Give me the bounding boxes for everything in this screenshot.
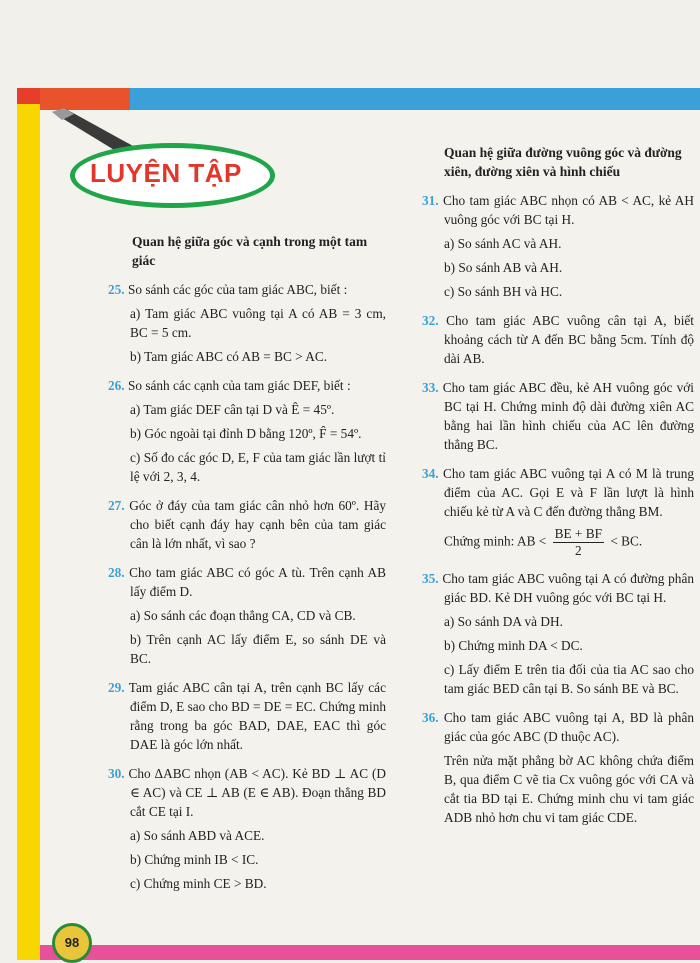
exercise-35 xyxy=(422,569,694,698)
exercise-part: c) Lấy điểm E trên tia đối của tia AC sao cho tam giác BED cân tại B. So sánh BE và BC. xyxy=(444,662,694,696)
page-title: LUYỆN TẬP xyxy=(90,158,242,188)
top-color-bar xyxy=(60,88,700,110)
exercise-number: 34. xyxy=(422,466,439,481)
exercise-34 xyxy=(422,464,694,559)
exercise-30 xyxy=(108,764,386,893)
exercise-number: 28. xyxy=(108,565,125,580)
exercise-part: b) So sánh AB và AH. xyxy=(444,260,563,275)
exercise-32 xyxy=(422,311,694,368)
exercise-text: Cho tam giác ABC vuông tại A có đường phân giác BD. Kẻ DH vuông góc với BC tại H. xyxy=(442,571,694,605)
exercise-27 xyxy=(108,496,386,553)
exercise-text: So sánh các góc của tam giác ABC, biết : xyxy=(127,282,348,297)
exercise-part: a) Tam giác DEF cân tại D và Ê = 45º. xyxy=(130,402,335,417)
exercise-text: Góc ở đáy của tam giác cân nhỏ hơn 60º. Hãy cho biết cạnh đáy hay cạnh bên của tam giác cân là lớn nhất, vì sao ? xyxy=(129,498,386,551)
fraction-numerator: BE + BF xyxy=(554,526,602,541)
exercise-part: b) Chứng minh DA < DC. xyxy=(444,638,583,653)
exercise-number: 35. xyxy=(422,571,439,586)
exercise-26 xyxy=(108,376,386,486)
section-heading: Quan hệ giữa góc và cạnh trong một tam giác xyxy=(132,234,368,268)
exercise-text: So sánh các cạnh của tam giác DEF, biết : xyxy=(127,378,351,393)
exercise-31 xyxy=(422,191,694,301)
exercise-part: a) So sánh AC và AH. xyxy=(444,236,562,251)
exercise-part: b) Góc ngoài tại đỉnh D bằng 120º, F̂ = 54º. xyxy=(130,426,362,441)
exercise-33 xyxy=(422,378,694,454)
exercise-number: 25. xyxy=(108,282,125,297)
exercise-part: a) So sánh ABD và ACE. xyxy=(130,828,265,843)
exercise-part: c) So sánh BH và HC. xyxy=(444,284,563,299)
exercise-part: c) Chứng minh CE > BD. xyxy=(130,876,267,891)
exercise-text: Cho tam giác ABC vuông tại A có M là trung điểm của AC. Gọi E và F lần lượt là hình chiếu kẻ từ A và C đến đường thẳng BM. xyxy=(442,466,695,519)
left-color-strip xyxy=(17,88,40,960)
exercise-part: b) Chứng minh IB < IC. xyxy=(130,852,259,867)
fraction-denominator: 2 xyxy=(574,543,582,558)
exercise-number: 30. xyxy=(108,766,125,781)
exercise-number: 27. xyxy=(108,498,125,513)
exercise-text: Tam giác ABC cân tại A, trên cạnh BC lấy các điểm D, E sao cho BD = DE = EC. Chứng minh rằng trong ba góc BAD, DAE, EAC thì góc DAE là góc lớn nhất. xyxy=(128,680,386,752)
exercise-28 xyxy=(108,563,386,668)
exercise-text: Cho tam giác ABC nhọn có AB < AC, kẻ AH vuông góc với BC tại H. xyxy=(443,193,694,227)
page-number: 98 xyxy=(52,923,92,963)
bottom-color-bar xyxy=(40,945,700,960)
exercise-part: c) Số đo các góc D, E, F của tam giác lần lượt tỉ lệ với 2, 3, 4. xyxy=(130,450,386,484)
left-strip-accent xyxy=(17,88,40,104)
exercise-text: Cho tam giác ABC đều, kẻ AH vuông góc với BC tại H. Chứng minh độ dài đường xiên AC bằng hai lần hình chiếu của AC lên đường thẳng BC. xyxy=(442,380,695,452)
exercise-29 xyxy=(108,678,386,754)
exercise-text: Cho tam giác ABC vuông tại A, BD là phân giác của góc ABC (D thuộc AC). xyxy=(443,710,694,744)
exercise-part: a) Tam giác ABC vuông tại A có AB = 3 cm, BC = 5 cm. xyxy=(130,306,386,340)
fraction xyxy=(553,526,604,559)
exercise-number: 32. xyxy=(422,313,439,328)
exercise-text: Cho tam giác ABC vuông cân tại A, biết khoảng cách từ A đến BC bằng 5cm. Tính độ dài AB. xyxy=(444,313,694,366)
exercise-proof xyxy=(422,526,694,559)
exercise-part: a) So sánh các đoạn thẳng CA, CD và CB. xyxy=(130,608,356,623)
exercise-number: 33. xyxy=(422,380,439,395)
exercise-number: 29. xyxy=(108,680,125,695)
proof-suffix: < BC. xyxy=(610,533,643,549)
exercise-36 xyxy=(422,708,694,827)
right-column xyxy=(422,143,694,837)
section-heading: Quan hệ giữa đường vuông góc và đường xiên, đường xiên và hình chiếu xyxy=(444,145,682,179)
exercise-text: Cho ΔABC nhọn (AB < AC). Kẻ BD ⊥ AC (D ∈ AC) và CE ⊥ AB (E ∈ AB). Đoạn thẳng BD cắt CE tại I. xyxy=(128,766,386,819)
exercise-part: b) Trên cạnh AC lấy điểm E, so sánh DE và BC. xyxy=(130,632,386,666)
exercise-text: Cho tam giác ABC có góc A tù. Trên cạnh AB lấy điểm D. xyxy=(129,565,386,599)
left-column xyxy=(108,232,386,903)
exercise-number: 26. xyxy=(108,378,125,393)
exercise-number: 31. xyxy=(422,193,439,208)
proof-prefix: Chứng minh: AB < xyxy=(444,533,547,549)
exercise-25 xyxy=(108,280,386,366)
exercise-part: b) Tam giác ABC có AB = BC > AC. xyxy=(130,349,328,364)
exercise-part: a) So sánh DA và DH. xyxy=(444,614,563,629)
exercise-part: Trên nửa mặt phẳng bờ AC không chứa điểm B, qua điểm C vẽ tia Cx vuông góc với CA và cắt tia BD tại E. Chứng minh chu vi tam giác ADB nhỏ hơn chu vi tam giác CDE. xyxy=(444,753,694,825)
exercise-number: 36. xyxy=(422,710,439,725)
